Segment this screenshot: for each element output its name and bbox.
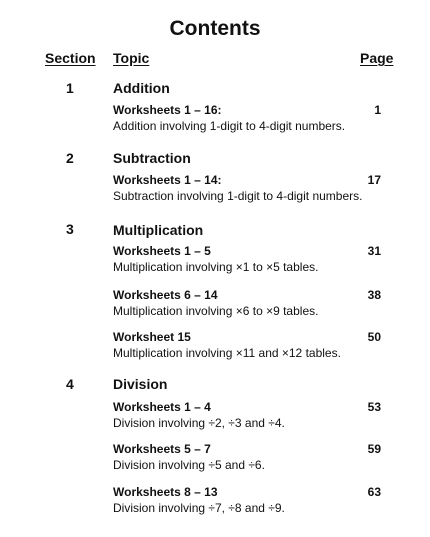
section-title: Addition — [113, 80, 170, 96]
toc-entry — [113, 243, 381, 275]
section-number: 3 — [66, 221, 74, 237]
column-header-topic: Topic — [113, 50, 150, 66]
entry-heading: Worksheets 1 – 4 — [113, 400, 211, 414]
toc-entry — [113, 172, 381, 204]
entry-heading: Worksheets 1 – 5 — [113, 244, 211, 258]
entry-page-number: 63 — [367, 485, 381, 499]
entry-page-number: 31 — [367, 244, 381, 258]
entry-description: Multiplication involving ×6 to ×9 tables. — [113, 304, 319, 318]
entry-description: Subtraction involving 1-digit to 4-digit numbers. — [113, 189, 363, 203]
toc-entry — [113, 287, 381, 319]
entry-page-number: 17 — [367, 173, 381, 187]
entry-heading: Worksheets 1 – 14: — [113, 173, 222, 187]
entry-heading: Worksheets 1 – 16: — [113, 103, 222, 117]
entry-heading: Worksheets 6 – 14 — [113, 288, 218, 302]
section-number: 1 — [66, 80, 74, 96]
section-title: Multiplication — [113, 222, 204, 238]
section-title: Subtraction — [113, 150, 191, 166]
toc-entry — [113, 102, 381, 134]
entry-page-number: 53 — [367, 400, 381, 414]
toc-entry — [113, 484, 381, 516]
entry-heading: Worksheets 8 – 13 — [113, 485, 218, 499]
section-number: 2 — [66, 150, 74, 166]
entry-heading: Worksheet 15 — [113, 330, 191, 344]
entry-heading: Worksheets 5 – 7 — [113, 442, 211, 456]
entry-description: Multiplication involving ×11 and ×12 tables. — [113, 346, 341, 360]
entry-page-number: 1 — [374, 103, 381, 117]
section-number: 4 — [66, 376, 74, 392]
entry-page-number: 38 — [367, 288, 381, 302]
column-header-page: Page — [360, 50, 394, 66]
entry-page-number: 50 — [367, 330, 381, 344]
toc-entry — [113, 399, 381, 431]
entry-description: Division involving ÷5 and ÷6. — [113, 458, 265, 472]
toc-entry — [113, 441, 381, 473]
page-title: Contents — [169, 17, 261, 40]
toc-entry — [113, 329, 381, 361]
entry-description: Division involving ÷2, ÷3 and ÷4. — [113, 416, 285, 430]
entry-description: Addition involving 1-digit to 4-digit numbers. — [113, 119, 346, 133]
column-header-section: Section — [45, 50, 96, 66]
entry-description: Multiplication involving ×1 to ×5 tables. — [113, 260, 319, 274]
entry-description: Division involving ÷7, ÷8 and ÷9. — [113, 501, 285, 515]
entry-page-number: 59 — [367, 442, 381, 456]
section-title: Division — [113, 376, 168, 392]
